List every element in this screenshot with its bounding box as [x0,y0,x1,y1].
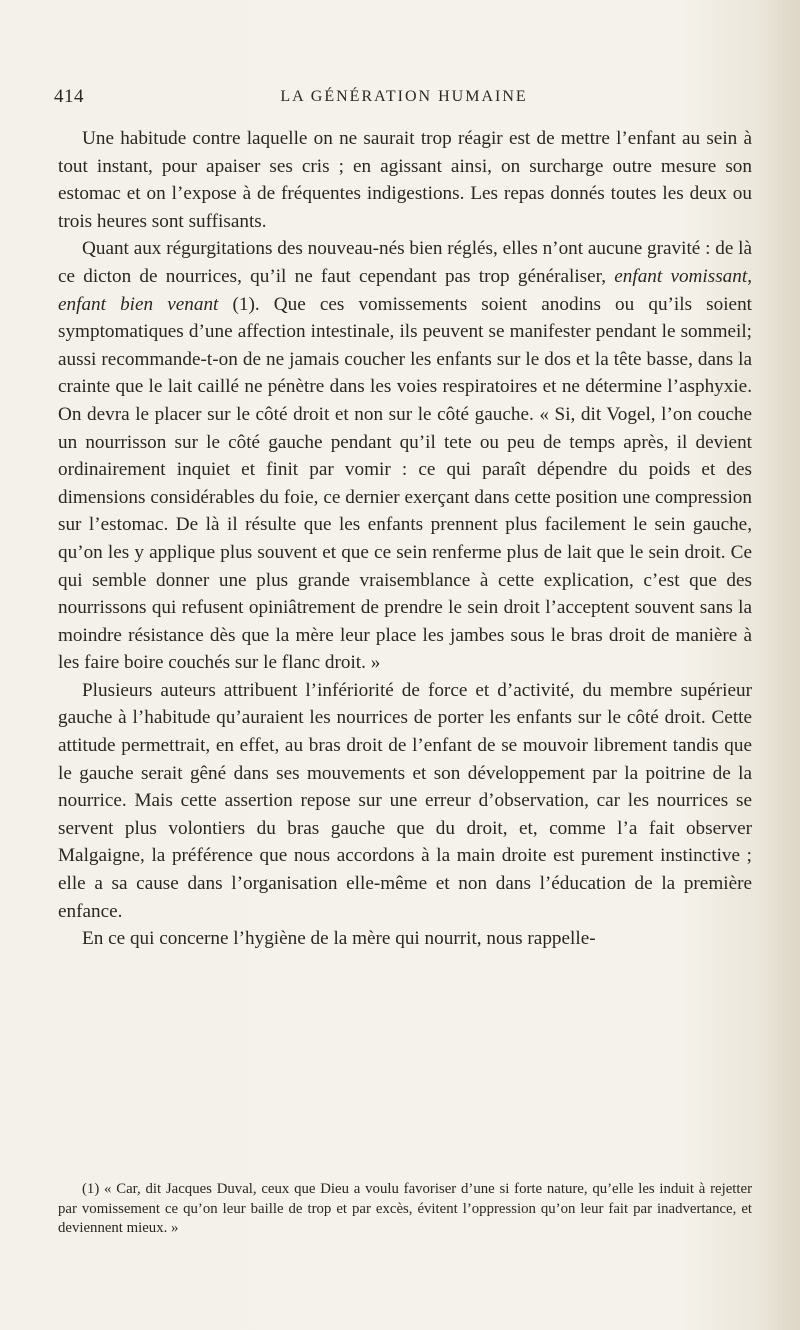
footnote [58,1180,752,1239]
paragraph-text: , [747,265,752,287]
paragraph-text: (1). Que ces vomissements soient anodins ou qu’ils soient symptomatiques d’une affection intestinale, ils peuvent se manifester pendant le sommeil; aussi recommande-t-on de ne jamais coucher les enfants sur le dos et la tête basse, dans la crainte que le lait caillé ne pénètre dans les voies respiratoires et ne détermine l’asphyxie. On devra le placer sur le côté droit et non sur le côté gauche. « Si, dit Vogel, l’on couche un nourrisson sur le côté gauche pendant qu’il tete ou peu de temps après, il devient ordinairement inquiet et finit par vomir : ce qui paraît dépendre du poids et des dimensions considérables du foie, ce dernier exerçant dans cette position une compression sur l’estomac. De là il résulte que les enfants prennent plus facilement le sein gauche, qu’on les y applique plus souvent et que ce sein renferme plus de lait que le sein droit. Ce qui semble donner une plus grande vraisemblance à cette explication, c’est que des nourrissons qui refusent opiniâtrement de prendre le sein droit l’acceptent souvent sans la moindre résistance dès que la mère leur place les jambes sous le bras droit de manière à les faire boire couchés sur le flanc droit. » [58,293,752,674]
paragraph [58,925,752,953]
paragraph [58,235,752,677]
paragraph-text: En ce qui concerne l’hygiène de la mère qui nourrit, nous rappelle- [82,928,596,950]
page-number: 414 [54,86,84,107]
footnote-text: (1) « Car, dit Jacques Duval, ceux que Dieu a voulu favoriser d’une si forte nature, qu’elle les induit à rejetter par vomissement ce qu’on leur baille de trop et par excès, évitent l’oppression qu’on leur fait par inadvertance, et deviennent mieux. » [58,1181,752,1236]
body-text [58,125,752,953]
paragraph [58,677,752,925]
italic-phrase: enfant vomissant [614,265,748,287]
italic-phrase: enfant bien venant [58,293,219,315]
paragraph [58,125,752,235]
paragraph-text: Plusieurs auteurs attribuent l’infériorité de force et d’activité, du membre supérieur gauche à l’habitude qu’auraient les nourrices de porter les enfants sur le côté droit. Cette attitude permettrait, en effet, au bras droit de l’enfant de se mouvoir librement tandis que le gauche serait gêné dans ses mouvements et son développement par la poitrine de la nourrice. Mais cette assertion repose sur une erreur d’observation, car les nourrices se servent plus volontiers du bras gauche que du droit, et, comme l’a fait observer Malgaigne, la préférence que nous accordons à la main droite est purement instinctive ; elle a sa cause dans l’organisation elle-même et non dans l’éducation de la première enfance. [58,679,752,922]
paragraph-text: Quant aux régurgitations des nouveau-nés bien réglés, elles n’ont aucune gravité : de là ce dicton de nourrices, qu’il ne faut cependant pas trop généraliser, [58,238,752,287]
paragraph-text: Une habitude contre laquelle on ne saurait trop réagir est de mettre l’enfant au sein à tout instant, pour apaiser ses cris ; en agissant ainsi, on surcharge outre mesure son estomac et on l’expose à de fréquentes indigestions. Les repas donnés toutes les deux ou trois heures sont suffisants. [58,128,752,232]
running-title: LA GÉNÉRATION HUMAINE [280,88,528,105]
page-header [54,86,754,116]
